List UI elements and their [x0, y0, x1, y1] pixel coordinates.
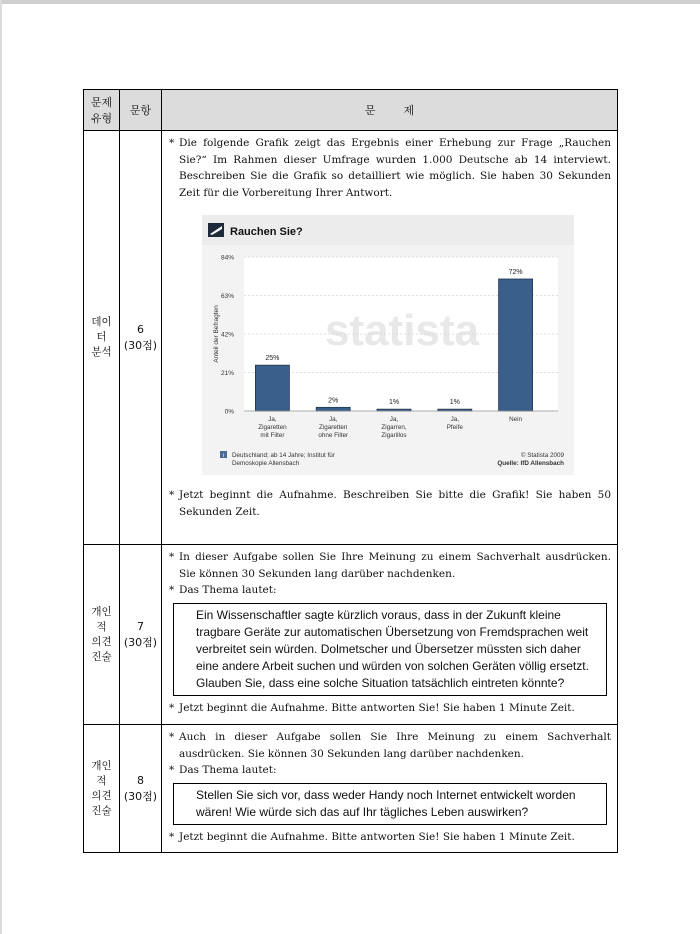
- row8-thema-text: Das Thema lautet:: [179, 764, 277, 776]
- row6-num: 6: [137, 322, 144, 336]
- header-type-line1: 문제: [90, 96, 113, 109]
- row8-outro-text: Jetzt beginnt die Aufnahme. Bitte antworten Sie! Sie haben 1 Minute Zeit.: [179, 830, 575, 843]
- row8-type: [84, 725, 120, 853]
- exam-table: [83, 89, 618, 853]
- row6-outro-text: Jetzt beginnt die Aufnahme. Beschreiben Sie bitte die Grafik! Sie haben 50 Sekunden Zeit.: [179, 489, 611, 518]
- row6-type-line: 분석: [91, 346, 112, 358]
- chart-footer-note: Demoskopie Allensbach: [232, 460, 300, 467]
- row8-type-line: 개인: [91, 759, 112, 772]
- row8-outro: * Jetzt beginnt die Aufnahme. Bitte antworten Sie! Sie haben 1 Minute Zeit.: [169, 829, 611, 846]
- chart-y-axis-label: Anteil der Befragten: [213, 305, 220, 363]
- row7-type: [84, 545, 120, 725]
- chart-data-label: 72%: [508, 269, 523, 276]
- row8-type-line: 적: [96, 774, 107, 787]
- table-header-row: [84, 90, 618, 131]
- question-row-7: [84, 545, 618, 725]
- row7-type-line: 개인: [91, 605, 112, 618]
- chart-x-tick-label: Ja,: [268, 416, 277, 423]
- chart-x-tick-label: Ja,: [328, 416, 338, 423]
- row8-number: [120, 725, 162, 853]
- row7-thema-text: Das Thema lautet:: [179, 584, 277, 596]
- header-number: 문항: [120, 90, 162, 131]
- row8-intro-text: Auch in dieser Aufgabe sollen Sie Ihre Meinung zu einem Sachverhalt ausdrücken. Sie können 30 Sekunden lang darüber nachdenken.: [179, 731, 611, 760]
- row8-question: [162, 725, 618, 853]
- row6-type-line: 터: [96, 331, 107, 343]
- question-row-8: [84, 725, 618, 853]
- chart-svg: [202, 215, 574, 475]
- chart-y-tick-label: 0%: [224, 408, 234, 416]
- chart-x-tick-label: Zigaretten: [258, 424, 287, 431]
- row7-type-line: 진술: [91, 650, 112, 663]
- chart-data-label: 2%: [328, 397, 339, 405]
- chart-y-tick-label: 21%: [220, 370, 234, 377]
- header-type-line2: 유형: [90, 112, 113, 125]
- row7-intro: * In dieser Aufgabe sollen Sie Ihre Meinung zu einem Sachverhalt ausdrücken. Sie können 30 Sekunden lang darüber nachdenken.: [169, 549, 611, 582]
- header-problem: [162, 90, 618, 131]
- chart-x-tick-label: Ja,: [389, 416, 399, 423]
- row6-number: [120, 131, 162, 545]
- chart-data-label: 1%: [388, 399, 400, 407]
- chart-bar: [499, 279, 533, 411]
- chart-footer-source: © Statista 2009: [520, 452, 564, 459]
- row8-type-line: 진술: [91, 804, 112, 817]
- chart-x-tick-label: Pfeife: [446, 424, 463, 431]
- chart-x-tick-label: Nein: [509, 416, 523, 423]
- chart-bar: [255, 365, 289, 411]
- chart-x-tick-label: ohne Filter: [318, 432, 349, 439]
- header-problem-label: 문제: [364, 104, 443, 117]
- row6-intro: * Die folgende Grafik zeigt das Ergebnis einer Erhebung zur Frage „Rauchen Sie?“ Im Rahmen dieser Umfrage wurden 1.000 Deutsche ab 14 interviewt. Beschreiben Sie die Grafik so detailliert wie möglich. Sie haben 30 Sekunden Zeit für die Vorbereitung Ihrer Antwort.: [169, 135, 611, 201]
- row8-thema: * Das Thema lautet:: [169, 762, 611, 779]
- row8-type-line: 의견: [91, 789, 112, 802]
- row6-points: (30점): [123, 338, 158, 352]
- row7-question: [162, 545, 618, 725]
- chart-watermark: statista: [324, 306, 480, 355]
- chart-x-tick-label: Zigarren,: [381, 424, 407, 431]
- window-top-border: [0, 0, 700, 4]
- chart-data-label: 1%: [449, 399, 460, 407]
- chart: [202, 215, 574, 475]
- row7-intro-text: In dieser Aufgabe sollen Sie Ihre Meinung zu einem Sachverhalt ausdrücken. Sie können 30 Sekunden lang darüber nachdenken.: [179, 551, 611, 580]
- chart-bar: [316, 407, 350, 411]
- chart-footer-note: Deutschland; ab 14 Jahre; Institut für: [232, 452, 335, 459]
- row6-question: [162, 131, 618, 545]
- row7-outro: * Jetzt beginnt die Aufnahme. Bitte antworten Sie! Sie haben 1 Minute Zeit.: [169, 700, 611, 717]
- row8-topic-box: Stellen Sie sich vor, dass weder Handy noch Internet entwickelt worden wären! Wie würde sich das auf Ihr tägliches Leben auswirken?: [173, 783, 607, 825]
- chart-y-tick-label: 63%: [220, 293, 234, 300]
- row6-intro-text: Die folgende Grafik zeigt das Ergebnis einer Erhebung zur Frage „Rauchen Sie?“ Im Rahmen dieser Umfrage wurden 1.000 Deutsche ab 14 interviewt. Beschreiben Sie die Grafik so detailliert wie möglich. Sie haben 30 Sekunden Zeit für die Vorbereitung Ihrer Antwort.: [179, 137, 611, 199]
- question-row-6: [84, 131, 618, 545]
- chart-x-tick-label: Zigaretten: [319, 424, 348, 431]
- row7-num: 7: [137, 619, 144, 633]
- row7-points: (30점): [123, 635, 158, 649]
- chart-x-tick-label: Zigarillos: [381, 432, 407, 439]
- chart-x-tick-label: mit Filter: [260, 432, 285, 439]
- row7-thema: * Das Thema lautet:: [169, 582, 611, 599]
- chart-footer-source: Quelle: IfD Allensbach: [497, 460, 564, 467]
- window-left-border: [0, 0, 2, 934]
- info-icon-glyph: i: [222, 453, 225, 459]
- row6-type-line: 데이: [91, 316, 112, 328]
- row8-points: (30점): [123, 789, 158, 803]
- row8-intro: * Auch in dieser Aufgabe sollen Sie Ihre Meinung zu einem Sachverhalt ausdrücken. Sie können 30 Sekunden lang darüber nachdenken.: [169, 729, 611, 762]
- row6-outro: * Jetzt beginnt die Aufnahme. Beschreiben Sie bitte die Grafik! Sie haben 50 Sekunden Zeit.: [169, 487, 611, 520]
- chart-y-tick-label: 84%: [220, 254, 234, 262]
- chart-y-tick-label: 42%: [220, 331, 234, 339]
- row6-type: [84, 131, 120, 545]
- row7-type-line: 의견: [91, 635, 112, 648]
- row7-topic-box: Ein Wissenschaftler sagte kürzlich voraus, dass in der Zukunft kleine tragbare Geräte zur automatischen Übersetzung von Fremdsprachen weit verbreitet sein würden. Dolmetscher und Übersetzer müssten sich daher eine andere Arbeit suchen und würden von solchen Geräten völlig ersetzt. Glauben Sie, dass eine solche Situation tatsächlich eintreten könnte?: [173, 603, 607, 696]
- row8-num: 8: [137, 773, 144, 787]
- header-type: [84, 90, 120, 131]
- row7-outro-text: Jetzt beginnt die Aufnahme. Bitte antworten Sie! Sie haben 1 Minute Zeit.: [179, 701, 575, 714]
- chart-data-label: 25%: [265, 355, 280, 363]
- chart-x-tick-label: Ja,: [450, 416, 460, 423]
- row7-type-line: 적: [96, 620, 107, 633]
- chart-title: Rauchen Sie?: [230, 226, 303, 238]
- row7-number: [120, 545, 162, 725]
- exam-sheet: [83, 89, 618, 859]
